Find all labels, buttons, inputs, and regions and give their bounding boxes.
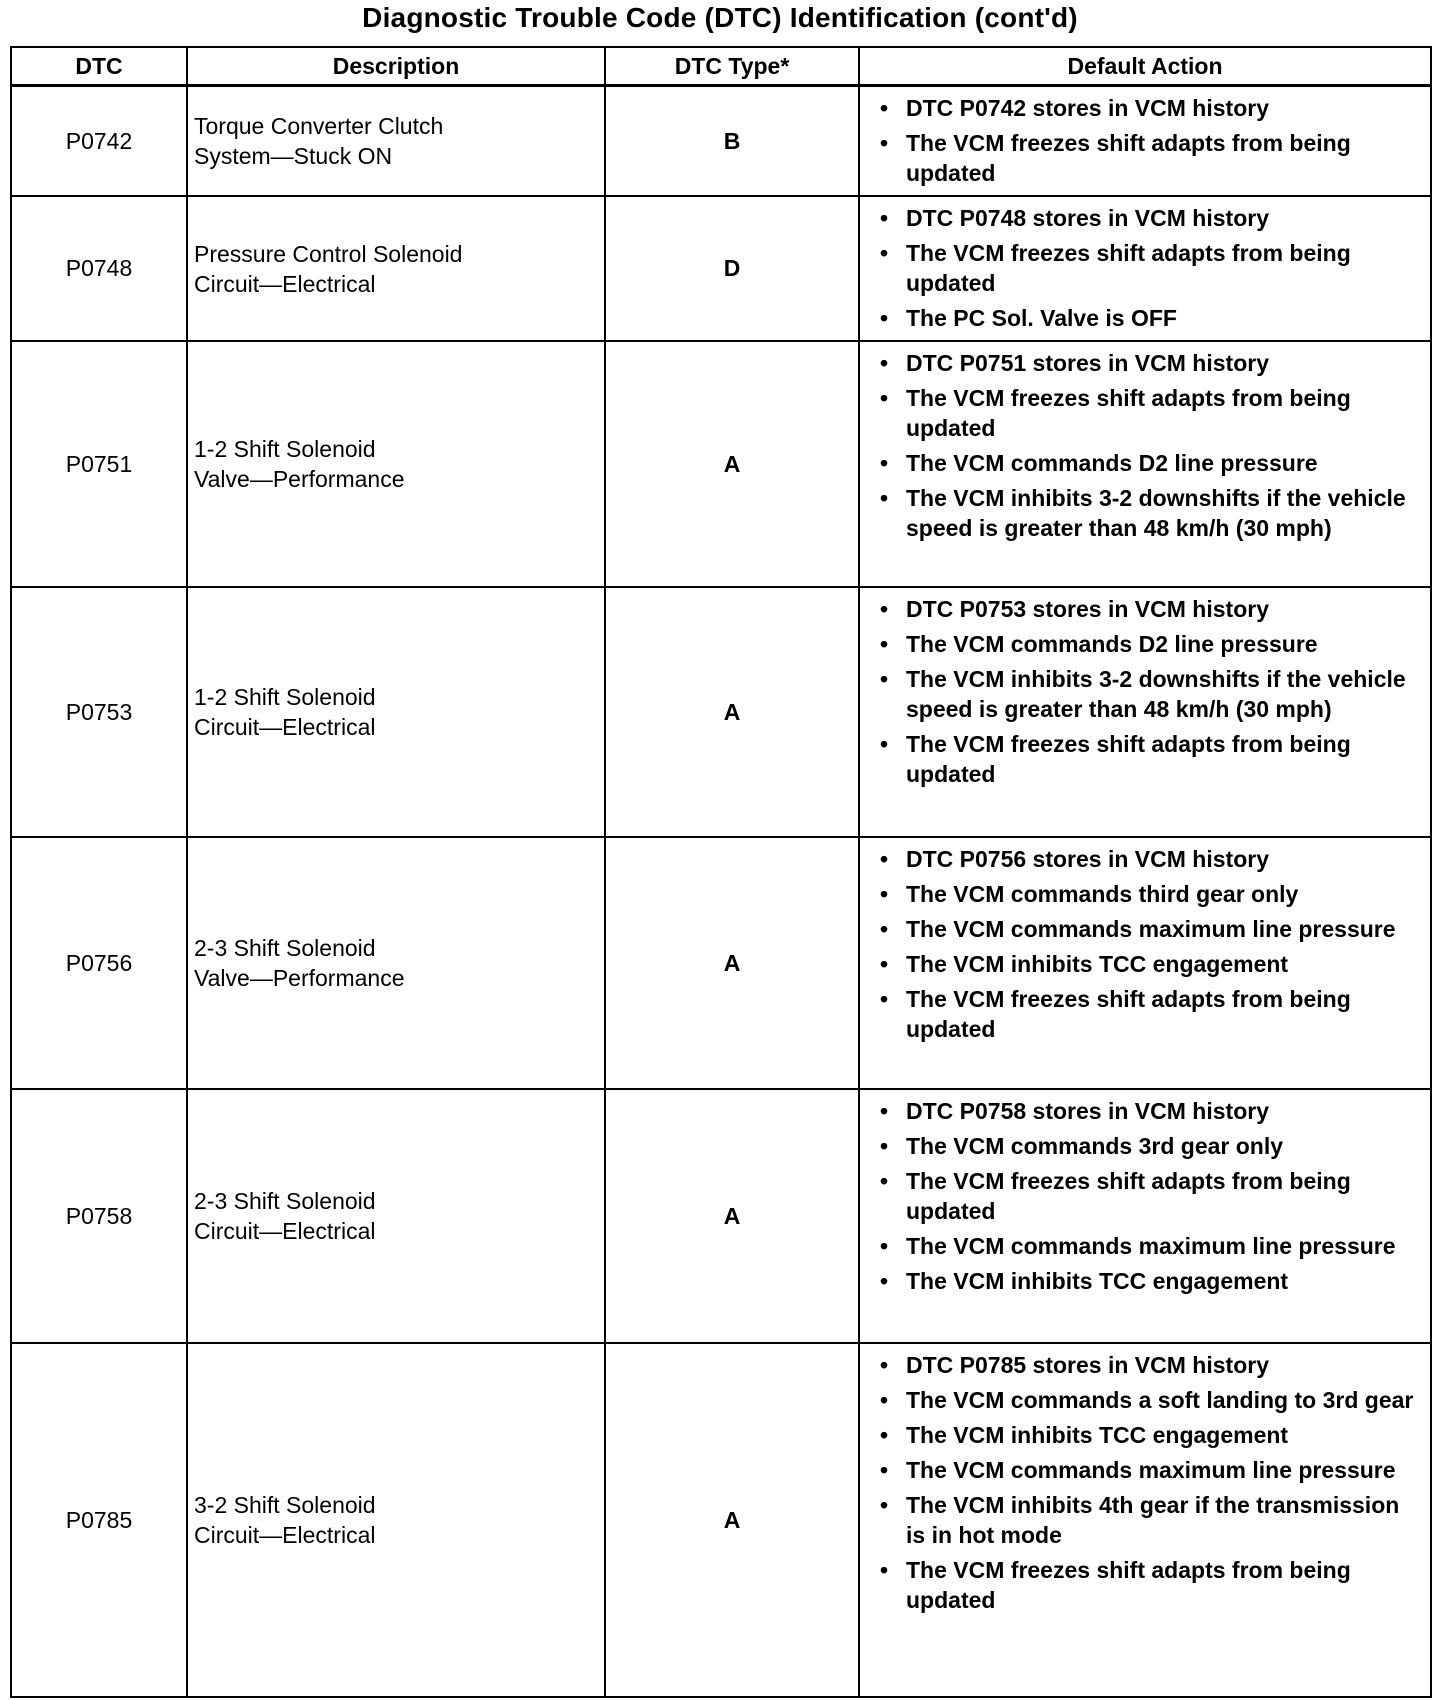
description-line: Valve—Performance xyxy=(194,965,405,991)
list-item xyxy=(866,448,1424,478)
bullet-icon: • xyxy=(880,485,889,511)
action-text: The VCM commands 3rd gear only xyxy=(906,1133,1284,1159)
header-description: Description xyxy=(187,47,605,86)
list-item xyxy=(866,1455,1424,1485)
default-action-cell xyxy=(859,587,1431,837)
list-item xyxy=(866,729,1424,789)
bullet-icon: • xyxy=(880,205,889,231)
default-action-cell xyxy=(859,341,1431,587)
list-item xyxy=(866,844,1424,874)
description-line: Circuit—Electrical xyxy=(194,1522,376,1548)
action-text: DTC P0756 stores in VCM history xyxy=(906,846,1269,872)
action-text: The VCM inhibits 3-2 downshifts if the vehicle speed is greater than 48 km/h (30 mph) xyxy=(906,485,1406,541)
table-row xyxy=(11,86,1431,197)
description-line: System—Stuck ON xyxy=(194,143,393,169)
action-text: The VCM commands D2 line pressure xyxy=(906,631,1318,657)
action-text: The VCM freezes shift adapts from being updated xyxy=(906,731,1351,787)
list-item xyxy=(866,1231,1424,1261)
list-item xyxy=(866,203,1424,233)
dtc-description xyxy=(187,1089,605,1343)
dtc-type: A xyxy=(605,837,859,1089)
list-item xyxy=(866,483,1424,543)
description-line: 1-2 Shift Solenoid xyxy=(194,684,376,710)
list-item xyxy=(866,879,1424,909)
list-item xyxy=(866,383,1424,443)
action-text: The VCM commands D2 line pressure xyxy=(906,450,1318,476)
list-item xyxy=(866,93,1424,123)
list-item xyxy=(866,1266,1424,1296)
list-item xyxy=(866,128,1424,188)
description-line: Torque Converter Clutch xyxy=(194,113,444,139)
default-action-list xyxy=(866,1350,1424,1615)
page-title: Diagnostic Trouble Code (DTC) Identification (cont'd) xyxy=(362,2,1078,33)
bullet-icon: • xyxy=(880,1233,889,1259)
bullet-icon: • xyxy=(880,916,889,942)
action-text: The VCM inhibits TCC engagement xyxy=(906,1422,1289,1448)
action-text: The VCM inhibits 4th gear if the transmission is in hot mode xyxy=(906,1492,1400,1548)
default-action-cell xyxy=(859,1089,1431,1343)
action-text: The VCM freezes shift adapts from being updated xyxy=(906,130,1351,186)
dtc-code: P0753 xyxy=(11,587,187,837)
bullet-icon: • xyxy=(880,350,889,376)
bullet-icon: • xyxy=(880,1492,889,1518)
bullet-icon: • xyxy=(880,881,889,907)
description-line: Circuit—Electrical xyxy=(194,270,376,297)
bullet-icon: • xyxy=(880,631,889,657)
list-item xyxy=(866,1420,1424,1450)
bullet-icon: • xyxy=(880,1557,889,1583)
action-text: The VCM freezes shift adapts from being updated xyxy=(906,986,1351,1042)
list-item xyxy=(866,914,1424,944)
dtc-description xyxy=(187,341,605,587)
description-line: 2-3 Shift Solenoid xyxy=(194,1188,376,1214)
bullet-icon: • xyxy=(880,385,889,411)
default-action-list xyxy=(866,93,1424,188)
default-action-cell xyxy=(859,837,1431,1089)
bullet-icon: • xyxy=(880,1422,889,1448)
list-item xyxy=(866,348,1424,378)
bullet-icon: • xyxy=(880,1268,889,1294)
action-text: DTC P0748 stores in VCM history xyxy=(906,205,1269,231)
description-line: 3-2 Shift Solenoid xyxy=(194,1492,376,1518)
bullet-icon: • xyxy=(880,1098,889,1124)
action-text: The VCM freezes shift adapts from being updated xyxy=(906,1557,1351,1613)
dtc-type: D xyxy=(605,196,859,341)
default-action-list xyxy=(866,348,1424,543)
dtc-type: A xyxy=(605,1089,859,1343)
action-text: DTC P0785 stores in VCM history xyxy=(906,1352,1269,1378)
dtc-code: P0748 xyxy=(11,196,187,341)
bullet-icon: • xyxy=(880,1352,889,1378)
action-text: The VCM freezes shift adapts from being updated xyxy=(906,385,1351,441)
list-item xyxy=(866,984,1424,1044)
dtc-type: A xyxy=(605,587,859,837)
bullet-icon: • xyxy=(880,130,889,156)
bullet-icon: • xyxy=(880,731,889,757)
table-row xyxy=(11,1343,1431,1697)
dtc-description xyxy=(187,587,605,837)
table-row xyxy=(11,196,1431,341)
bullet-icon: • xyxy=(880,95,889,121)
list-item xyxy=(866,1096,1424,1126)
bullet-icon: • xyxy=(880,1457,889,1483)
dtc-table xyxy=(10,46,1432,1698)
action-text: The PC Sol. Valve is OFF xyxy=(906,305,1177,331)
bullet-icon: • xyxy=(880,1133,889,1159)
table-body xyxy=(11,86,1431,1698)
list-item xyxy=(866,629,1424,659)
list-item xyxy=(866,1350,1424,1380)
action-text: The VCM commands third gear only xyxy=(906,881,1299,907)
default-action-list xyxy=(866,1096,1424,1296)
dtc-type: A xyxy=(605,341,859,587)
dtc-description xyxy=(187,837,605,1089)
list-item xyxy=(866,1166,1424,1226)
list-item xyxy=(866,1490,1424,1550)
description-line: Circuit—Electrical xyxy=(194,1218,376,1244)
table-row xyxy=(11,837,1431,1089)
description-line: Valve—Performance xyxy=(194,466,405,492)
bullet-icon: • xyxy=(880,596,889,622)
bullet-icon: • xyxy=(880,1387,889,1413)
table-row xyxy=(11,587,1431,837)
bullet-icon: • xyxy=(880,846,889,872)
description-line: 2-3 Shift Solenoid xyxy=(194,935,376,961)
description-line: Pressure Control Solenoid xyxy=(194,240,463,267)
bullet-icon: • xyxy=(880,951,889,977)
bullet-icon: • xyxy=(880,240,889,266)
dtc-code: P0742 xyxy=(11,86,187,197)
dtc-code: P0751 xyxy=(11,341,187,587)
action-text: The VCM commands maximum line pressure xyxy=(906,1233,1396,1259)
default-action-list xyxy=(866,844,1424,1044)
bullet-icon: • xyxy=(880,1168,889,1194)
action-text: The VCM commands maximum line pressure xyxy=(906,1457,1396,1483)
default-action-cell xyxy=(859,86,1431,197)
table-row xyxy=(11,1089,1431,1343)
action-text: DTC P0742 stores in VCM history xyxy=(906,95,1269,121)
action-text: The VCM inhibits 3-2 downshifts if the vehicle speed is greater than 48 km/h (30 mph) xyxy=(906,666,1406,722)
bullet-icon: • xyxy=(880,666,889,692)
list-item xyxy=(866,1385,1424,1415)
list-item xyxy=(866,594,1424,624)
action-text: The VCM inhibits TCC engagement xyxy=(906,951,1289,977)
action-text: The VCM freezes shift adapts from being updated xyxy=(906,1168,1351,1224)
action-text: The VCM freezes shift adapts from being updated xyxy=(906,240,1351,296)
action-text: The VCM commands maximum line pressure xyxy=(906,916,1396,942)
dtc-description xyxy=(187,196,605,341)
default-action-cell xyxy=(859,1343,1431,1697)
action-text: The VCM inhibits TCC engagement xyxy=(906,1268,1289,1294)
action-text: DTC P0758 stores in VCM history xyxy=(906,1098,1269,1124)
header-default-action: Default Action xyxy=(859,47,1431,86)
default-action-cell xyxy=(859,196,1431,341)
table-row xyxy=(11,341,1431,587)
default-action-list xyxy=(866,203,1424,333)
dtc-code: P0758 xyxy=(11,1089,187,1343)
list-item xyxy=(866,1555,1424,1615)
header-dtc: DTC xyxy=(11,47,187,86)
bullet-icon: • xyxy=(880,450,889,476)
list-item xyxy=(866,303,1424,333)
dtc-description xyxy=(187,86,605,197)
bullet-icon: • xyxy=(880,986,889,1012)
list-item xyxy=(866,664,1424,724)
dtc-description xyxy=(187,1343,605,1697)
list-item xyxy=(866,949,1424,979)
action-text: DTC P0751 stores in VCM history xyxy=(906,350,1269,376)
list-item xyxy=(866,1131,1424,1161)
list-item xyxy=(866,238,1424,298)
description-line: Circuit—Electrical xyxy=(194,714,376,740)
dtc-type: A xyxy=(605,1343,859,1697)
header-dtc-type: DTC Type* xyxy=(605,47,859,86)
default-action-list xyxy=(866,594,1424,789)
action-text: The VCM commands a soft landing to 3rd gear xyxy=(906,1387,1414,1413)
header-row xyxy=(11,47,1431,86)
bullet-icon: • xyxy=(880,305,889,331)
action-text: DTC P0753 stores in VCM history xyxy=(906,596,1269,622)
description-line: 1-2 Shift Solenoid xyxy=(194,436,376,462)
dtc-code: P0756 xyxy=(11,837,187,1089)
dtc-code: P0785 xyxy=(11,1343,187,1697)
dtc-type: B xyxy=(605,86,859,197)
